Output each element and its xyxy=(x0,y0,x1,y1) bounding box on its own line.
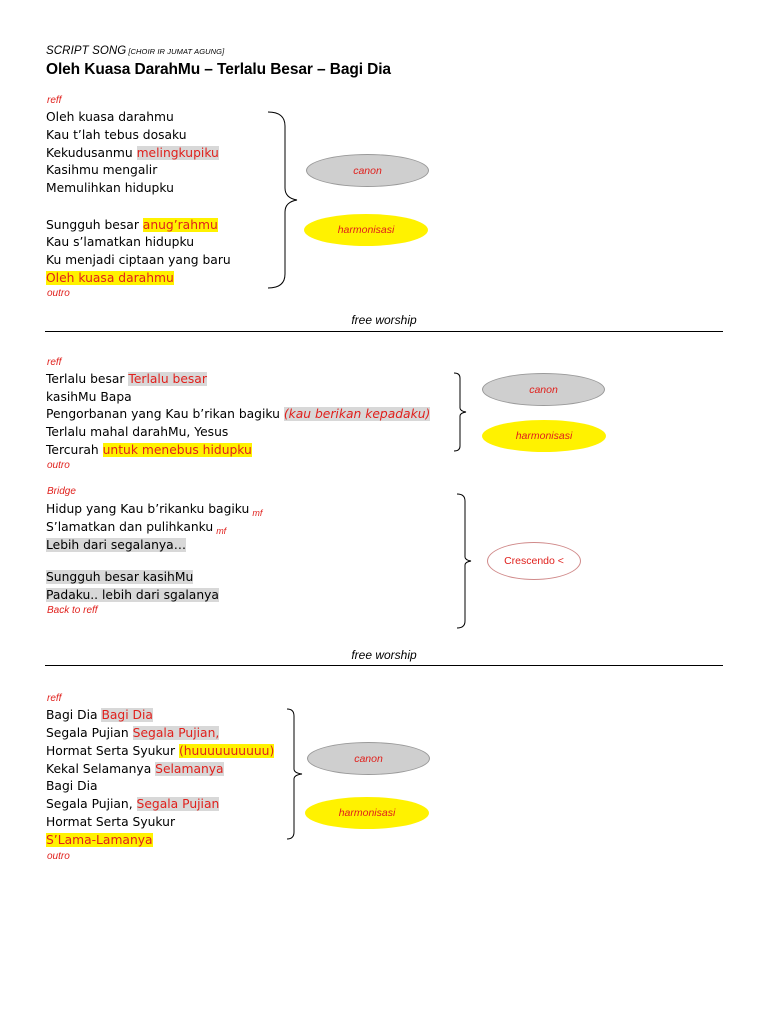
lyric-line: Oleh kuasa darahmu xyxy=(46,271,174,285)
back-to-reff-tag: Back to reff xyxy=(47,605,98,616)
lyric-line: Padaku.. lebih dari sgalanya xyxy=(46,588,219,602)
section-divider xyxy=(45,665,723,666)
lyric-line: Segala Pujian Segala Pujian, xyxy=(46,726,220,740)
choir-label: [CHOIR IR JUMAT AGUNG] xyxy=(128,47,225,56)
lyric-line: Ku menjadi ciptaan yang baru xyxy=(46,253,231,267)
lyric-highlight: Terlalu besar xyxy=(128,372,207,386)
harmonisasi-pill: harmonisasi xyxy=(305,797,429,829)
lyric-line: Kasihmu mengalir xyxy=(46,163,158,177)
dynamics-mark: mf xyxy=(252,508,263,518)
lyric-line: Bagi Dia Bagi Dia xyxy=(46,708,153,722)
lyric-highlight: (kau berikan kepadaku) xyxy=(283,407,431,421)
harmonisasi-pill: harmonisasi xyxy=(304,214,428,246)
lyric-line: Bagi Dia xyxy=(46,779,98,793)
free-worship-label: free worship xyxy=(351,313,417,327)
canon-pill: canon xyxy=(307,742,430,775)
canon-pill: canon xyxy=(482,373,605,406)
free-worship-label: free worship xyxy=(351,648,417,662)
lyric-line: Kau t’lah tebus dosaku xyxy=(46,128,187,142)
section-divider xyxy=(45,331,723,332)
lyric-highlight: melingkupiku xyxy=(136,146,219,160)
song2-outro-tag: outro xyxy=(47,460,70,471)
song1-outro-tag: outro xyxy=(47,288,70,299)
lyric-line: Tercurah untuk menebus hidupku xyxy=(46,443,252,457)
bracket-icon xyxy=(455,493,475,630)
page-title: Oleh Kuasa DarahMu – Terlalu Besar – Bagi Dia xyxy=(46,61,391,78)
lyric-line: S’lamatkan dan pulihkanku $_{mf}$ xyxy=(46,520,227,536)
lyric-line: Terlalu besar Terlalu besar xyxy=(46,372,207,386)
lyric-highlight: (huuuuuuuuuu) xyxy=(178,744,275,758)
lyric-line: Kekudusanmu melingkupiku xyxy=(46,146,219,160)
song3-outro-tag: outro xyxy=(47,851,70,862)
lyric-line: Lebih dari segalanya… xyxy=(46,538,187,552)
lyric-line: Hormat Serta Syukur xyxy=(46,815,176,829)
lyric-line: Sungguh besar anug’rahmu xyxy=(46,218,218,232)
lyric-line: Sungguh besar kasihMu xyxy=(46,570,194,584)
song1-reff-tag: reff xyxy=(47,95,62,106)
bracket-icon xyxy=(452,372,472,452)
lyric-highlight: anug’rahmu xyxy=(142,218,218,232)
lyric-line: Hidup yang Kau b’rikanku bagiku $_{mf}$ xyxy=(46,502,263,518)
lyric-line: S’Lama-Lamanya xyxy=(46,833,153,847)
lyric-line: Hormat Serta Syukur (huuuuuuuuuu) xyxy=(46,744,275,758)
lyric-line: Terlalu mahal darahMu, Yesus xyxy=(46,425,229,439)
lyric-line: Kau s’lamatkan hidupku xyxy=(46,235,194,249)
bracket-icon xyxy=(265,110,305,290)
lyric-line: Oleh kuasa darahmu xyxy=(46,110,174,124)
bracket-icon xyxy=(285,708,309,840)
crescendo-pill: Crescendo < xyxy=(487,542,581,580)
lyric-line: Segala Pujian, Segala Pujian xyxy=(46,797,220,811)
lyric-line: Kekal Selamanya Selamanya xyxy=(46,762,224,776)
script-song-label: SCRIPT SONG [CHOIR IR JUMAT AGUNG] xyxy=(46,45,225,57)
lyric-highlight: Selamanya xyxy=(155,762,224,776)
lyric-highlight: Segala Pujian, xyxy=(132,726,220,740)
lyric-highlight: Segala Pujian xyxy=(136,797,220,811)
lyric-highlight: untuk menebus hidupku xyxy=(102,443,252,457)
lyric-highlight: Bagi Dia xyxy=(101,708,153,722)
song3-reff-tag: reff xyxy=(47,693,62,704)
lyric-line: Pengorbanan yang Kau b’rikan bagiku (kau berikan kepadaku) xyxy=(46,407,431,421)
song2-reff-tag: reff xyxy=(47,357,62,368)
lyric-line: Memulihkan hidupku xyxy=(46,181,174,195)
harmonisasi-pill: harmonisasi xyxy=(482,420,606,452)
dynamics-mark: mf xyxy=(216,526,227,536)
lyric-line: kasihMu Bapa xyxy=(46,390,132,404)
bridge-tag: Bridge xyxy=(47,486,76,497)
canon-pill: canon xyxy=(306,154,429,187)
